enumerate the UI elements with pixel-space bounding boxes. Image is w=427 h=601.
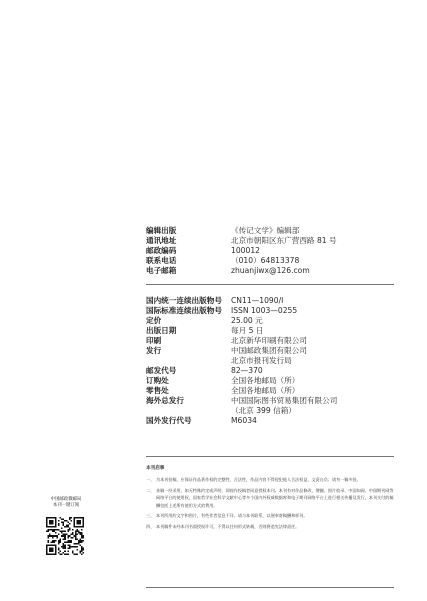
info-value: zhuanjiwx@126.com [231, 266, 310, 275]
info-label: 通讯地址 [146, 236, 177, 245]
qr-caption-line1: 中国邮政微邮局 [50, 497, 82, 502]
info-value: ISSN 1003—0255 [231, 306, 298, 315]
distribution-info-row [146, 336, 396, 346]
info-label: 联系电话 [146, 256, 177, 265]
info-value: 全国各地邮局（所） [231, 376, 300, 385]
info-value: 中国邮政集团有限公司 [231, 346, 307, 355]
notice-text: 本刊所用约文字和图片，有些作者信息不详，请与本刊联系，以便奉寄稿酬和样刊。 [156, 513, 308, 519]
info-value: 全国各地邮局（所） [231, 386, 300, 395]
distribution-info-row [146, 326, 396, 336]
info-value: M6034 [231, 416, 257, 425]
notice-text: 本刊稿件未经本刊书面授权许可，不得以任何形式转载，否则将追究法律责任。 [156, 524, 300, 530]
distribution-info-row [146, 416, 396, 426]
distribution-info [146, 296, 396, 426]
info-label: 出版日期 [146, 326, 177, 335]
divider-bottom [146, 587, 394, 588]
distribution-info-row [146, 356, 396, 366]
distribution-info-row [146, 366, 396, 376]
distribution-info-row [146, 316, 396, 326]
info-label: 编辑出版 [146, 226, 177, 235]
distribution-info-row [146, 386, 396, 396]
info-label: 电子邮箱 [146, 266, 177, 275]
info-label [146, 406, 231, 416]
publisher-info [146, 226, 396, 276]
info-label: 印刷 [146, 336, 162, 345]
info-value: 25.00 元 [231, 316, 263, 325]
info-value: 每月 5 日 [231, 326, 264, 335]
info-label: 零售处 [146, 386, 169, 395]
info-label: 国际标准连续出版物号 [146, 306, 222, 315]
distribution-info-row [146, 396, 396, 406]
info-label: 发行 [146, 346, 162, 355]
notice-item [146, 523, 394, 530]
publisher-info-row [146, 236, 396, 246]
notice-number: 三、 [146, 513, 155, 519]
distribution-info-row [146, 406, 396, 416]
notice-item [146, 487, 394, 509]
info-label: 海外总发行 [146, 396, 184, 405]
publisher-info-row [146, 226, 396, 236]
info-value: 北京市报刊发行局 [231, 356, 292, 365]
publisher-info-row [146, 256, 396, 266]
notice-number: 二、 [146, 487, 155, 493]
info-label: 国外发行代号 [146, 416, 192, 425]
divider-top [146, 284, 394, 285]
info-label: 国内统一连续出版物号 [146, 296, 222, 305]
info-label [146, 356, 231, 366]
notice-item [146, 512, 394, 519]
distribution-info-row [146, 306, 396, 316]
info-value: CN11—1090/I [231, 296, 284, 305]
info-value: （北京 399 信箱） [231, 406, 296, 415]
info-label: 邮发代号 [146, 366, 177, 375]
qr-code-icon[interactable] [46, 517, 84, 555]
qr-caption [40, 497, 92, 509]
qr-caption-line2: 本刊一键订阅 [52, 503, 80, 509]
info-value: 82—370 [231, 366, 263, 375]
info-value: （010）64813378 [231, 256, 300, 265]
notice-number: 一、 [146, 477, 155, 482]
info-label: 邮政编码 [146, 246, 177, 255]
info-label: 订购处 [146, 376, 169, 385]
distribution-info-row [146, 346, 396, 356]
info-value: 北京新华印刷有限公司 [231, 336, 307, 345]
notice-text: 来稿一经采用，如无特殊约定或声明，即视作投稿者同意授权本刊。本刊有对作品修改、增删、图片收录、中国知网、中国期刊网等网络平台的使用权，国家哲学社会科学文献中心等多个国内外权威数据库和电子期刊网络平台上进行相关传播及发行，本刊支付的稿酬包括上述所有使用方式的费用。 [156, 487, 394, 508]
publisher-info-row [146, 246, 396, 256]
divider-middle [146, 456, 394, 457]
distribution-info-row [146, 296, 396, 306]
info-value: 中国国际图书贸易集团有限公司 [231, 396, 338, 405]
info-value: 北京市朝阳区东广营西路 81 号 [231, 236, 337, 245]
notice-item [146, 476, 394, 483]
info-label: 定价 [146, 316, 162, 325]
notice-text: 为本刊投稿，应保证作品著作权的完整性、合法性，作品内容不得侵犯他人合法权益，文责自负；请勿一稿多投。 [156, 477, 361, 482]
distribution-info-row [146, 376, 396, 386]
publisher-info-row [146, 266, 396, 276]
notes-list [146, 476, 394, 534]
notice-number: 四、 [146, 524, 155, 530]
notes-title: 本刊启事 [146, 466, 165, 471]
info-value: 100012 [231, 246, 260, 255]
info-value: 《传记文学》编辑部 [231, 226, 300, 235]
